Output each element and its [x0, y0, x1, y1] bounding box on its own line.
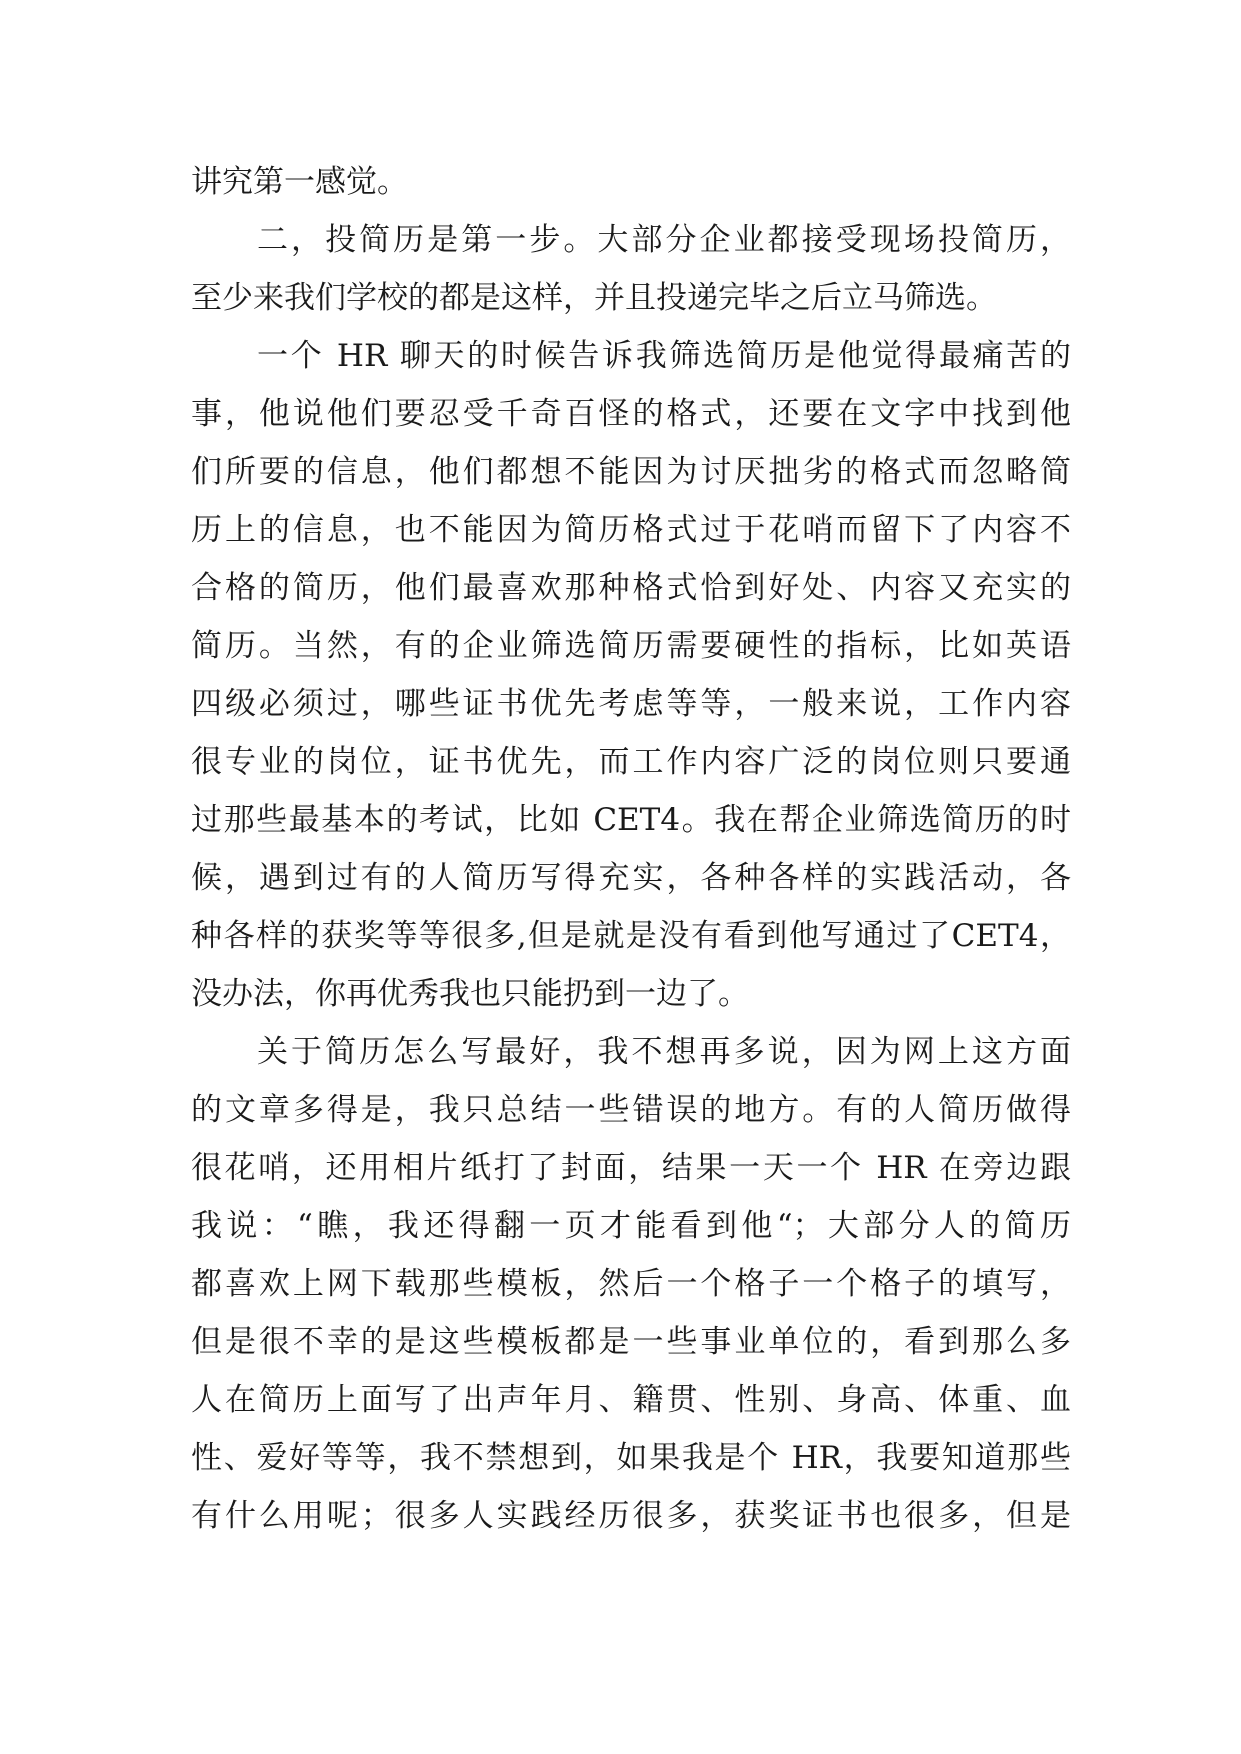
paragraph — [191, 1023, 1071, 1545]
text-line: 很花哨，还用相片纸打了封面，结果一天一个 HR 在旁边跟 — [191, 1150, 1071, 1186]
paragraph — [191, 211, 1071, 327]
paragraph — [191, 327, 1071, 1023]
text-line: 至少来我们学校的都是这样，并且投递完毕之后立马筛选。 — [191, 280, 997, 316]
text-line: 关于简历怎么写最好，我不想再多说，因为网上这方面 — [257, 1034, 1071, 1070]
text-line: 历上的信息，也不能因为简历格式过于花哨而留下了内容不 — [191, 512, 1071, 548]
text-line: 事，他说他们要忍受千奇百怪的格式，还要在文字中找到他 — [191, 396, 1071, 432]
text-line: 讲究第一感觉。 — [191, 164, 408, 200]
text-line: 很专业的岗位，证书优先，而工作内容广泛的岗位则只要通 — [191, 744, 1071, 780]
text-line: 的文章多得是，我只总结一些错误的地方。有的人简历做得 — [191, 1092, 1071, 1128]
text-line: 们所要的信息，他们都想不能因为讨厌拙劣的格式而忽略简 — [191, 454, 1071, 490]
text-line: 没办法，你再优秀我也只能扔到一边了。 — [191, 976, 749, 1012]
text-line: 有什么用呢；很多人实践经历很多，获奖证书也很多，但是 — [191, 1498, 1071, 1534]
text-line: 人在简历上面写了出声年月、籍贯、性别、身高、体重、血 — [191, 1382, 1071, 1418]
text-line: 简历。当然，有的企业筛选简历需要硬性的指标，比如英语 — [191, 628, 1071, 664]
text-line: 候，遇到过有的人简历写得充实，各种各样的实践活动，各 — [191, 860, 1071, 896]
text-line: 但是很不幸的是这些模板都是一些事业单位的，看到那么多 — [191, 1324, 1071, 1360]
text-line: 都喜欢上网下载那些模板，然后一个格子一个格子的填写， — [191, 1266, 1071, 1302]
text-line: 我说：“瞧，我还得翻一页才能看到他“；大部分人的简历 — [191, 1208, 1071, 1244]
text-line: 合格的简历，他们最喜欢那种格式恰到好处、内容又充实的 — [191, 570, 1071, 606]
document-body — [191, 153, 1071, 1545]
text-line: 种各样的获奖等等很多,但是就是没有看到他写通过了CET4， — [191, 918, 1071, 954]
text-line: 四级必须过，哪些证书优先考虑等等，一般来说，工作内容 — [191, 686, 1071, 722]
text-line: 性、爱好等等，我不禁想到，如果我是个 HR，我要知道那些 — [191, 1440, 1071, 1476]
text-line: 二，投简历是第一步。大部分企业都接受现场投简历， — [257, 222, 1071, 258]
text-line: 一个 HR 聊天的时候告诉我筛选简历是他觉得最痛苦的 — [257, 338, 1071, 374]
text-line: 过那些最基本的考试，比如 CET4。我在帮企业筛选简历的时 — [191, 802, 1071, 838]
paragraph — [191, 153, 1071, 211]
